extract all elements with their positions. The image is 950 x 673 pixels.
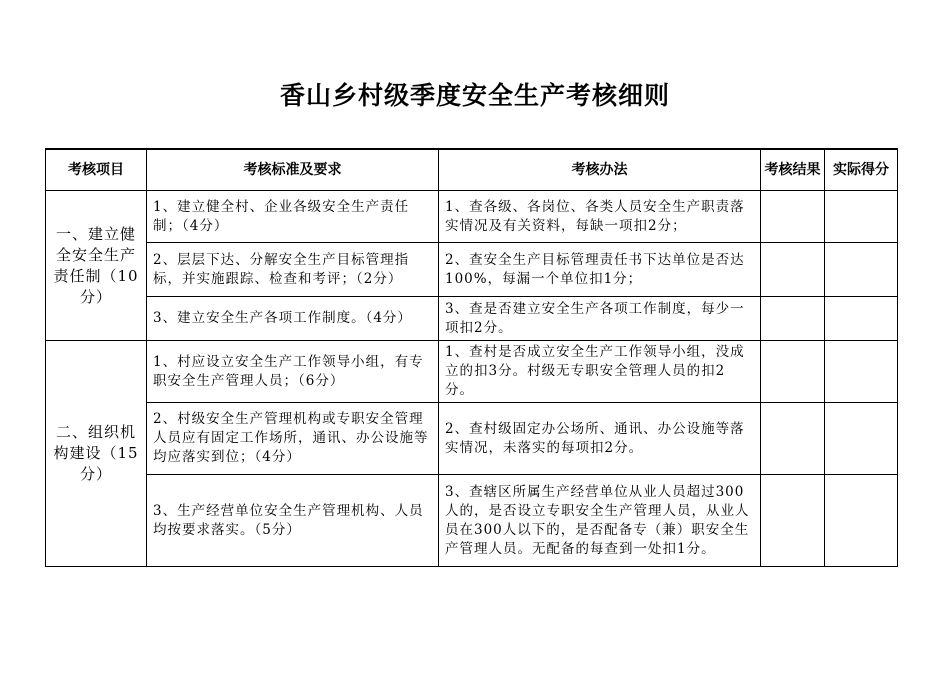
score-cell[interactable] [825, 475, 898, 567]
standard-cell: 1、村应设立安全生产工作领导小组，有专职安全生产管理人员；（6分） [147, 341, 439, 403]
table-row [46, 243, 898, 297]
header-result: 考核结果 [761, 149, 825, 191]
score-cell[interactable] [825, 243, 898, 297]
header-method: 考核办法 [439, 149, 761, 191]
header-score: 实际得分 [825, 149, 898, 191]
method-cell: 1、查各级、各岗位、各类人员安全生产职责落实情况及有关资料，每缺一项扣2分； [439, 191, 761, 243]
method-cell: 3、查辖区所属生产经营单位从业人员超过300人的，是否设立专职安全生产管理人员，从业人员在300人以下的，是否配备专（兼）职安全生产管理人员。无配备的每查到一处扣1分。 [439, 475, 761, 567]
score-cell[interactable] [825, 297, 898, 341]
assessment-table [45, 148, 898, 567]
method-cell: 2、查村级固定办公场所、通讯、办公设施等落实情况，未落实的每项扣2分。 [439, 403, 761, 475]
result-cell[interactable] [761, 403, 825, 475]
section-item: 二、组织机构建设（15分） [46, 341, 147, 567]
method-cell: 3、查是否建立安全生产各项工作制度，每少一项扣2分。 [439, 297, 761, 341]
score-cell[interactable] [825, 191, 898, 243]
result-cell[interactable] [761, 297, 825, 341]
table-row [46, 297, 898, 341]
header-item: 考核项目 [46, 149, 147, 191]
method-cell: 1、查村是否成立安全生产工作领导小组，没成立的扣3分。村级无专职安全管理人员的扣2分。 [439, 341, 761, 403]
standard-cell: 2、村级安全生产管理机构或专职安全管理人员应有固定工作场所，通讯、办公设施等均应落实到位；（4分） [147, 403, 439, 475]
score-cell[interactable] [825, 341, 898, 403]
result-cell[interactable] [761, 475, 825, 567]
result-cell[interactable] [761, 243, 825, 297]
standard-cell: 3、生产经营单位安全生产管理机构、人员均按要求落实。（5分） [147, 475, 439, 567]
standard-cell: 3、建立安全生产各项工作制度。（4分） [147, 297, 439, 341]
table-row [46, 191, 898, 243]
table-row [46, 475, 898, 567]
method-cell: 2、查安全生产目标管理责任书下达单位是否达100%，每漏一个单位扣1分； [439, 243, 761, 297]
section-item: 一、建立健全安全生产责任制（10分） [46, 191, 147, 341]
result-cell[interactable] [761, 341, 825, 403]
score-cell[interactable] [825, 403, 898, 475]
standard-cell: 1、建立健全村、企业各级安全生产责任制；（4分） [147, 191, 439, 243]
standard-cell: 2、层层下达、分解安全生产目标管理指标，并实施跟踪、检查和考评；（2分） [147, 243, 439, 297]
table-row [46, 403, 898, 475]
table-row [46, 341, 898, 403]
header-row [46, 149, 898, 191]
result-cell[interactable] [761, 191, 825, 243]
header-standard: 考核标准及要求 [147, 149, 439, 191]
page-title: 香山乡村级季度安全生产考核细则 [279, 81, 670, 110]
